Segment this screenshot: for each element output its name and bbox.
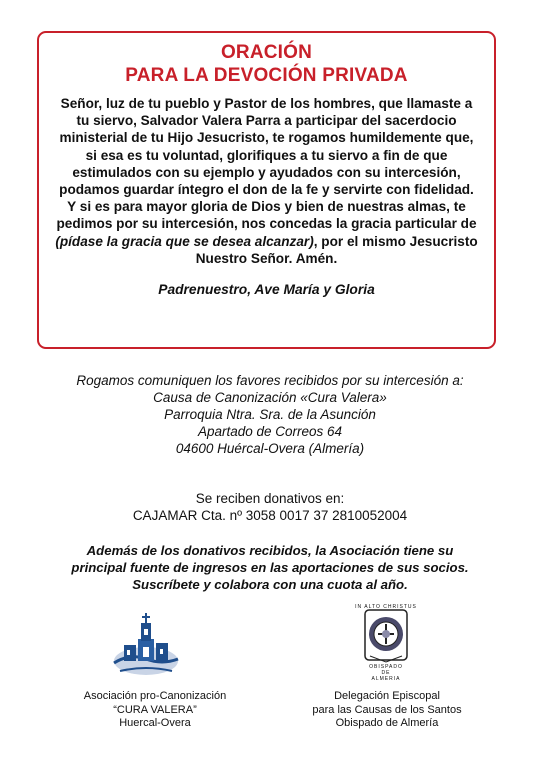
donations-block [0, 490, 540, 524]
seal-bottom-text [351, 664, 421, 682]
membership-line: Además de los donativos recibidos, la Asociación tiene su [86, 543, 454, 558]
contact-line: Causa de Canonización «Cura Valera» [153, 390, 387, 405]
membership-block [0, 542, 540, 593]
prayer-box [37, 31, 496, 349]
membership-line: Suscríbete y colabora con una cuota al año. [132, 577, 408, 592]
association-town: Huercal-Overa [119, 717, 191, 729]
membership-line: principal fuente de ingresos en las aportaciones de sus socios. [71, 560, 469, 575]
prayer-text-italic: (pídase la gracia que se desea alcanzar) [55, 233, 314, 249]
delegation-diocese: Obispado de Almería [335, 717, 439, 729]
association-name: Asociación pro-Canonización [83, 690, 227, 702]
delegation-caption [282, 690, 492, 731]
prayer-text-part2: , por el mismo Jesucristo Nuestro Señor. Amén. [195, 233, 478, 266]
seal-bottom-line: ALMERIA [371, 676, 401, 682]
donations-intro: Se reciben donativos en: [195, 491, 345, 506]
contact-line: 04600 Huércal-Overa (Almería) [175, 441, 365, 456]
association-caption [50, 690, 260, 731]
contact-line: Rogamos comuniquen los favores recibidos por su intercesión a: [76, 373, 464, 388]
contact-block [0, 372, 540, 457]
association-logo-icon [110, 609, 182, 681]
prayer-text [53, 95, 480, 267]
contact-line: Parroquia Ntra. Sra. de la Asunción [164, 407, 376, 422]
prayer-title-line1: ORACIÓN [220, 42, 313, 63]
bank-account: CAJAMAR Cta. nº 3058 0017 37 2810052004 [132, 508, 408, 523]
delegation-name: Delegación Episcopal [334, 690, 440, 702]
prayer-text-part1: Señor, luz de tu pueblo y Pastor de los hombres, que llamaste a tu siervo, Salvador Valera Parra a participar del sacerdocio ministerial de tu Hijo Jesucristo, te rogamos humildemente que, si esa es tu voluntad, glorifiques a tu siervo a fin de que estimulados con su ejemplo y ayudados con su intercesión, podamos guardar íntegro el don de la fe y servirte con fidelidad. Y si es para mayor gloria de Dios y bien de nuestras almas, te pedimos por su intercesión, nos concedas la gracia particular de [56, 96, 477, 232]
delegation-purpose: para las Causas de los Santos [312, 703, 462, 716]
prayer-title [53, 41, 480, 87]
prayer-closing: Padrenuestro, Ave María y Gloria [158, 282, 375, 298]
seal-bottom-line: OBISPADO [369, 664, 403, 670]
contact-line: Apartado de Correos 64 [197, 424, 343, 439]
prayer-title-line2: PARA LA DEVOCIÓN PRIVADA [125, 65, 408, 86]
association-name-quoted: “CURA VALERA” [113, 703, 197, 716]
seal-bottom-line: DE [381, 670, 391, 676]
seal-top-text: IN ALTO CHRISTUS [355, 604, 417, 610]
